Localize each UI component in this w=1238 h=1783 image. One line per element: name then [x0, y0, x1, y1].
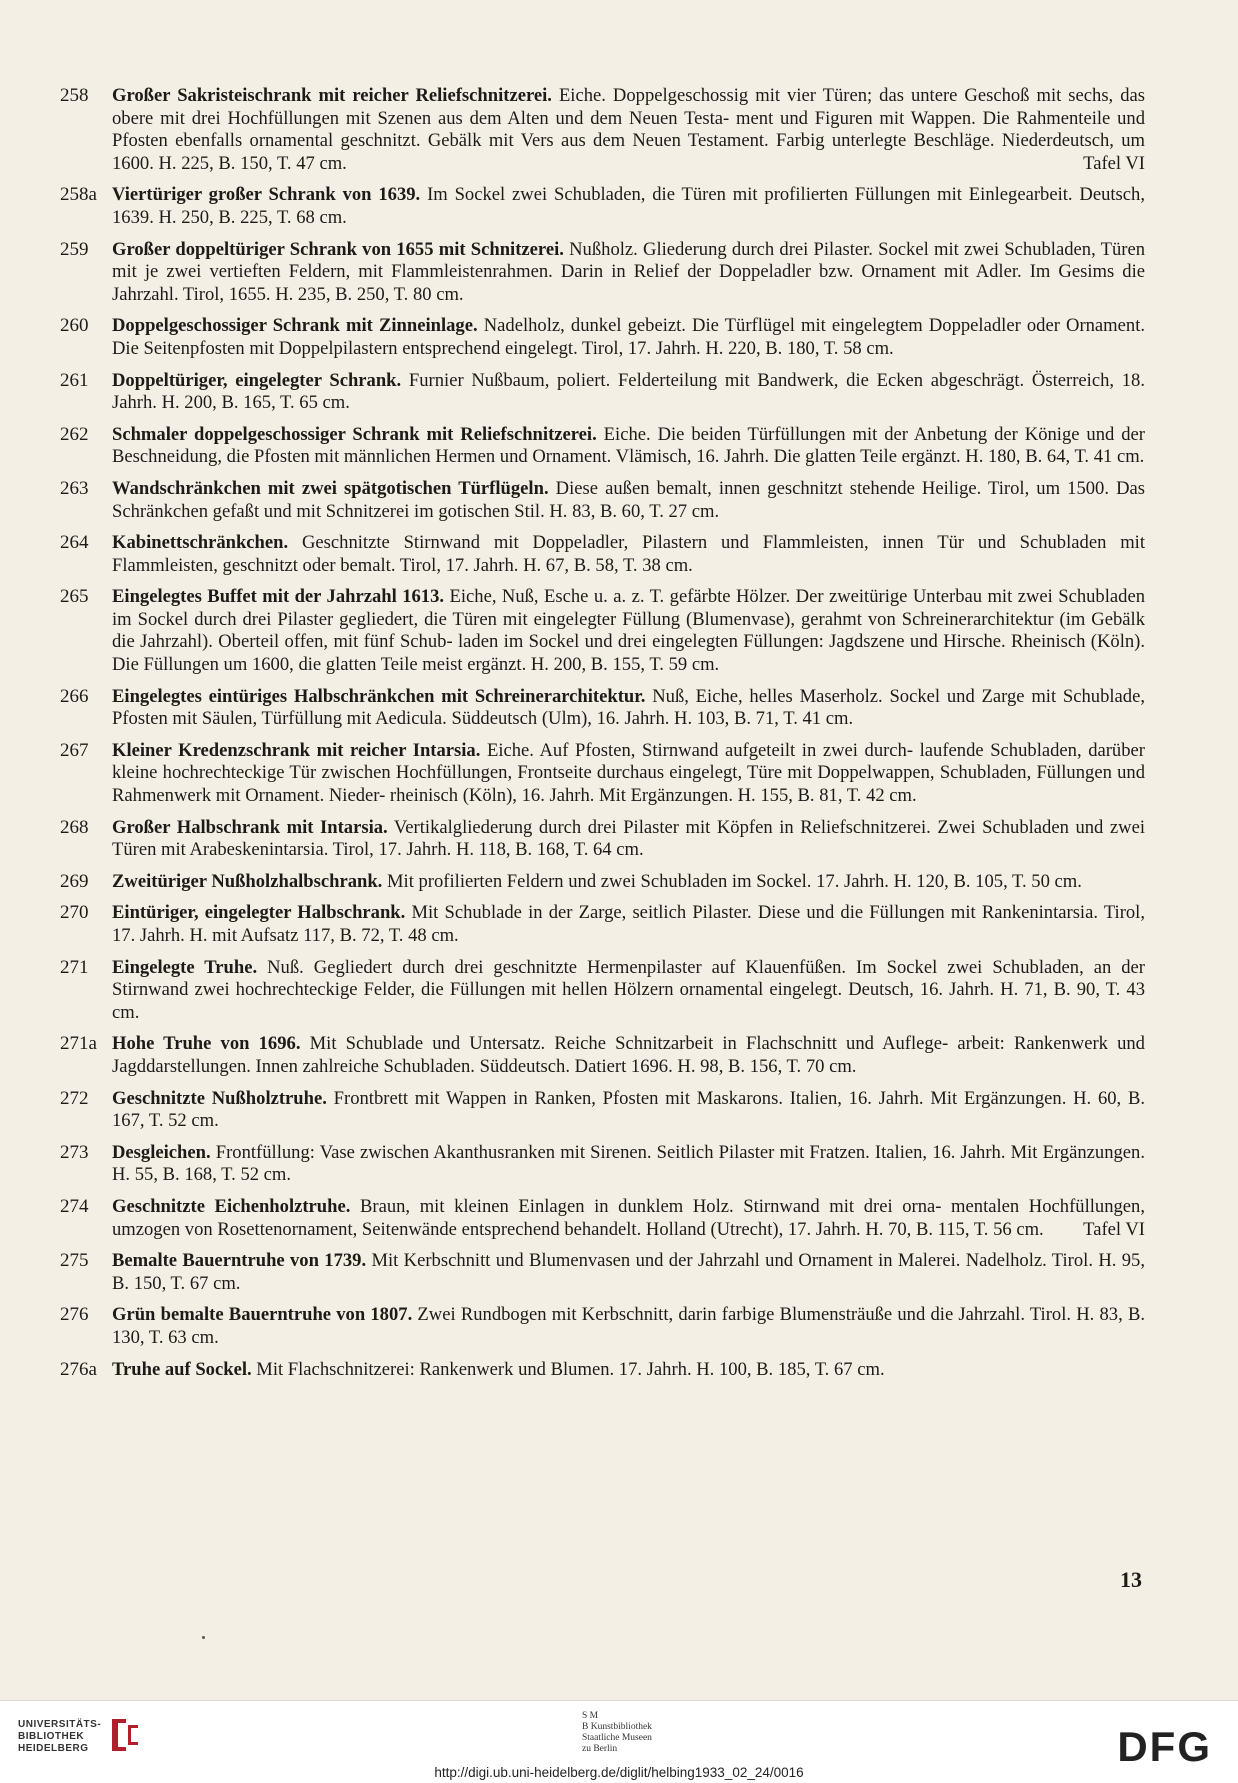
entry-description: Nußholz. Gliederung durch drei Pilaster. Sockel mit zwei Schubladen, Türen mit je zwei vertieften Feldern, mit Flammleistenrahmen. Darin in Relief der Doppeladler bzw. Ornament mit Adler. Im Gesims die Jahrzahl. Tirol, 1655. H. 235, B. 250, T. 80 cm.	[112, 238, 1145, 305]
entry-body	[112, 1250, 1145, 1295]
paper-speck	[202, 1636, 205, 1639]
entry-title: Geschnitzte Nußholztruhe.	[112, 1087, 327, 1109]
catalog-entry	[60, 1359, 1145, 1382]
entry-number: 266	[60, 685, 89, 707]
entry-description: Im Sockel zwei Schubladen, die Türen mit profilierten Füllungen mit Einlegearbeit. Deutsch, 1639. H. 250, B. 225, T. 68 cm.	[112, 184, 1145, 228]
entry-description: Eiche. Auf Pfosten, Stirnwand aufgeteilt in zwei durch- laufende Schubladen, darüber kleine hochrechteckige Tür zwischen Hochfüllungen, Frontseite durchaus eingelegt, Türe mit Doppelwappen, Schubladen, Füllungen und Rahmenwerk mit Ornament. Nieder- rheinisch (Köln), 16. Jahrh. Mit Ergänzungen. H. 155, B. 81, T. 42 cm.	[112, 739, 1145, 807]
entry-body	[112, 957, 1145, 1025]
entry-title: Doppeltüriger, eingelegter Schrank.	[112, 369, 402, 391]
stamp-line: S M	[582, 1711, 599, 1721]
entry-body	[112, 1359, 1145, 1382]
entry-description: Eiche, Nuß, Esche u. a. z. T. gefärbte Hölzer. Der zweitürige Unterbau mit zwei Schubladen im Sockel durch drei Pilaster gegliedert, die Türen mit eingelegter Füllung (Blumenvase), gerahmt von Schreinerarchitektur (im Gebälk die Jahrzahl). Oberteil offen, mit fünf Schub- laden im Sockel und drei eingelegten Füllungen: Jagdszene und Hirsche. Rheinisch (Köln). Die Füllungen um 1600, die glatten Teile meist ergänzt. H. 200, B. 155, T. 59 cm.	[112, 586, 1145, 676]
entry-body	[112, 184, 1145, 229]
stamp-line: B Kunstbibliothek	[582, 1722, 652, 1732]
catalog-entry	[60, 239, 1145, 307]
entry-number: 264	[60, 532, 89, 554]
entry-description: Diese außen bemalt, innen geschnitzt stehende Heilige. Tirol, um 1500. Das Schränkchen gefaßt und mit Schnitzerei im gotischen Stil. H. 83, B. 60, T. 27 cm.	[112, 477, 1145, 522]
entry-number: 258	[60, 85, 89, 106]
entry-number: 261	[60, 369, 89, 391]
catalog-entry	[60, 1250, 1145, 1295]
entry-title: Hohe Truhe von 1696.	[112, 1033, 301, 1055]
entry-body	[112, 740, 1145, 808]
catalog-entry	[60, 370, 1145, 415]
entry-number: 275	[60, 1250, 89, 1272]
entry-title: Kabinettschränkchen.	[112, 532, 289, 554]
entry-title: Großer Halbschrank mit Intarsia.	[112, 816, 388, 838]
entry-number: 265	[60, 586, 89, 608]
catalog-entry	[60, 532, 1145, 577]
entry-description: Furnier Nußbaum, poliert. Felderteilung mit Bandwerk, die Ecken abgeschrägt. Österreich, 18. Jahrh. H. 200, B. 165, T. 65 cm.	[112, 369, 1145, 414]
entry-body	[112, 532, 1145, 577]
entry-title: Zweitüriger Nußholzhalbschrank.	[112, 870, 383, 892]
university-logo-icon	[108, 1715, 142, 1755]
entry-number: 271a	[60, 1033, 97, 1055]
entry-body	[112, 1033, 1145, 1078]
catalog-entry	[60, 586, 1145, 676]
entry-title: Desgleichen.	[112, 1141, 211, 1163]
university-line: BIBLIOTHEK	[18, 1731, 85, 1742]
entry-number: 274	[60, 1195, 89, 1217]
catalog-entry	[60, 902, 1145, 947]
entry-number: 273	[60, 1141, 89, 1163]
university-library-label	[18, 1719, 101, 1755]
entry-number: 276a	[60, 1358, 97, 1380]
entry-title: Eingelegtes Buffet mit der Jahrzahl 1613.	[112, 586, 445, 608]
entry-number: 271	[60, 956, 89, 978]
entry-description: Frontbrett mit Wappen in Ranken, Pfosten mit Maskarons. Italien, 16. Jahrh. Mit Ergänzungen. H. 60, B. 167, T. 52 cm.	[112, 1087, 1145, 1132]
entry-body	[112, 902, 1145, 947]
catalog-entry	[60, 315, 1145, 360]
entry-description: Mit Schublade und Untersatz. Reiche Schnitzarbeit in Flachschnitt und Auflege- arbeit: Rankenwerk und Jagddarstellungen. Innen zahlreiche Schubladen. Süddeutsch. Datiert 1696. H. 98, B. 156, T. 70 cm.	[112, 1033, 1145, 1077]
entry-body	[112, 586, 1145, 676]
entry-title: Kleiner Kredenzschrank mit reicher Intarsia.	[112, 739, 481, 761]
catalog-entry	[60, 1304, 1145, 1349]
entry-description: Eiche. Doppelgeschossig mit vier Türen; das untere Geschoß mit sechs, das obere mit drei Hochfüllungen mit Szenen aus dem Alten und dem Neuen Testa- ment und Figuren mit Wappen. Die Rahmenteile und Pfosten ebenfalls ornamental geschnitzt. Gebälk mit Vers aus dem Neuen Testament. Farbig unterlegte Beschläge. Niederdeutsch, um 1600. H. 225, B. 150, T. 47 cm.	[112, 85, 1145, 174]
dfg-logo: DFG	[1117, 1723, 1212, 1770]
entry-number: 260	[60, 315, 89, 337]
entry-number: 272	[60, 1087, 89, 1109]
entry-title: Großer doppeltüriger Schrank von 1655 mit Schnitzerei.	[112, 238, 564, 260]
entry-description: Mit Kerbschnitt und Blumenvasen und der Jahrzahl und Ornament in Malerei. Nadelholz. Tirol. H. 95, B. 150, T. 67 cm.	[112, 1250, 1145, 1294]
entry-description: Mit profilierten Feldern und zwei Schubladen im Sockel. 17. Jahrh. H. 120, B. 105, T. 50 cm.	[382, 870, 1082, 892]
entry-description: Vertikalgliederung durch drei Pilaster mit Köpfen in Reliefschnitzerei. Zwei Schubladen und zwei Türen mit Arabeskenintarsia. Tirol, 17. Jahrh. H. 118, B. 168, T. 64 cm.	[112, 816, 1145, 861]
catalog-entry	[60, 184, 1145, 229]
entry-title: Doppelgeschossiger Schrank mit Zinneinlage.	[112, 315, 478, 337]
entry-title: Eintüriger, eingelegter Halbschrank.	[112, 902, 406, 924]
entry-description: Geschnitzte Stirnwand mit Doppeladler, Pilastern und Flammleisten, innen Tür und Schubladen mit Flammleisten, geschnitzt oder bemalt. Tirol, 17. Jahrh. H. 67, B. 58, T. 38 cm.	[112, 532, 1145, 576]
stamp-line: zu Berlin	[582, 1744, 618, 1754]
entry-description: Nadelholz, dunkel gebeizt. Die Türflügel mit eingelegtem Doppeladler oder Ornament. Die Seitenpfosten mit Doppelpilastern entsprechend eingelegt. Tirol, 17. Jahrh. H. 220, B. 180, T. 58 cm.	[112, 315, 1146, 359]
entry-number: 268	[60, 816, 89, 838]
entry-title: Schmaler doppelgeschossiger Schrank mit Reliefschnitzerei.	[112, 423, 597, 445]
entry-body	[112, 85, 1145, 175]
entry-title: Großer Sakristeischrank mit reicher Reliefschnitzerei.	[112, 85, 552, 106]
entry-title: Wandschränkchen mit zwei spätgotischen Türflügeln.	[112, 477, 549, 499]
catalog-entry	[60, 1196, 1145, 1241]
entry-number: 270	[60, 902, 89, 924]
entry-number: 263	[60, 477, 89, 499]
plate-reference: Tafel VI	[1083, 1218, 1145, 1240]
entry-body	[112, 686, 1145, 731]
source-url[interactable]: http://digi.ub.uni-heidelberg.de/diglit/helbing1933_02_24/0016	[434, 1765, 804, 1780]
entry-description: Nuß. Gegliedert durch drei geschnitzte Hermenpilaster auf Klauenfüßen. Im Sockel zwei Schubladen, an der Stirnwand zwei hochrechteckige Felder, die Füllungen mit hellen Hölzern ornamental eingelegt. Deutsch, 16. Jahrh. H. 71, B. 90, T. 43 cm.	[112, 956, 1145, 1023]
entry-title: Eingelegte Truhe.	[112, 956, 258, 978]
entry-description: Braun, mit kleinen Einlagen in dunklem Holz. Stirnwand mit drei orna- mentalen Hochfüllungen, umzogen von Rosettenornament, Seitenwände entsprechend behandelt. Holland (Utrecht), 17. Jahrh. H. 70, B. 115, T. 56 cm.	[112, 1195, 1145, 1240]
digitization-footer	[0, 1700, 1238, 1783]
entry-body	[112, 871, 1145, 894]
catalog-entry	[60, 424, 1145, 469]
catalog-entry	[60, 817, 1145, 862]
entry-number: 276	[60, 1304, 89, 1326]
catalog-entry	[60, 85, 1145, 175]
entry-title: Bemalte Bauerntruhe von 1739.	[112, 1250, 367, 1272]
entry-body	[112, 424, 1145, 469]
entry-body	[112, 478, 1145, 523]
catalog-entry	[60, 1088, 1145, 1133]
entry-description: Zwei Rundbogen mit Kerbschnitt, darin farbige Blumensträuße und die Jahrzahl. Tirol. H. 83, B. 130, T. 63 cm.	[112, 1304, 1145, 1348]
entry-description: Eiche. Die beiden Türfüllungen mit der Anbetung der Könige und der Beschneidung, die Pfosten mit männlichen Hermen und Ornament. Vlämisch, 16. Jahrh. Die glatten Teile ergänzt. H. 180, B. 64, T. 41 cm.	[112, 423, 1145, 468]
entry-body	[112, 1304, 1145, 1349]
catalog-entry	[60, 740, 1145, 808]
university-line: HEIDELBERG	[18, 1743, 89, 1754]
library-stamp	[582, 1711, 652, 1755]
page-number: 13	[1120, 1567, 1142, 1592]
catalog-entry	[60, 686, 1145, 731]
entry-body	[112, 239, 1145, 307]
entry-body	[112, 370, 1145, 415]
entry-number: 262	[60, 423, 89, 445]
entry-title: Viertüriger großer Schrank von 1639.	[112, 184, 421, 206]
entry-body	[112, 315, 1145, 360]
entry-title: Truhe auf Sockel.	[112, 1358, 252, 1380]
entry-body	[112, 1196, 1145, 1241]
entry-description: Mit Schublade in der Zarge, seitlich Pilaster. Diese und die Füllungen mit Rankenintarsia. Tirol, 17. Jahrh. H. mit Aufsatz 117, B. 72, T. 48 cm.	[112, 902, 1145, 946]
entry-description: Nuß, Eiche, helles Maserholz. Sockel und Zarge mit Schublade, Pfosten mit Säulen, Türfüllung mit Aedicula. Süddeutsch (Ulm), 16. Jahrh. H. 103, B. 71, T. 41 cm.	[112, 685, 1145, 730]
stamp-line: Staatliche Museen	[582, 1733, 652, 1743]
entry-body	[112, 1142, 1145, 1187]
entry-body	[112, 1088, 1145, 1133]
plate-reference: Tafel VI	[1083, 152, 1145, 174]
university-line: UNIVERSITÄTS-	[18, 1719, 102, 1730]
entry-number: 269	[60, 870, 89, 892]
catalog-entries	[60, 85, 1145, 1390]
entry-body	[112, 817, 1145, 862]
entry-title: Eingelegtes eintüriges Halbschränkchen mit Schreinerarchitektur.	[112, 685, 646, 707]
catalog-entry	[60, 871, 1145, 894]
entry-number: 259	[60, 238, 89, 260]
entry-description: Frontfüllung: Vase zwischen Akanthusranken mit Sirenen. Seitlich Pilaster mit Fratzen. Italien, 16. Jahrh. Mit Ergänzungen. H. 55, B. 168, T. 52 cm.	[112, 1141, 1145, 1186]
entry-description: Mit Flachschnitzerei: Rankenwerk und Blumen. 17. Jahrh. H. 100, B. 185, T. 67 cm.	[251, 1358, 885, 1380]
catalog-entry	[60, 1033, 1145, 1078]
catalog-entry	[60, 957, 1145, 1025]
catalog-entry	[60, 478, 1145, 523]
entry-title: Grün bemalte Bauerntruhe von 1807.	[112, 1304, 413, 1326]
entry-number: 258a	[60, 184, 97, 206]
entry-title: Geschnitzte Eichenholztruhe.	[112, 1195, 351, 1217]
entry-number: 267	[60, 739, 89, 761]
catalog-entry	[60, 1142, 1145, 1187]
